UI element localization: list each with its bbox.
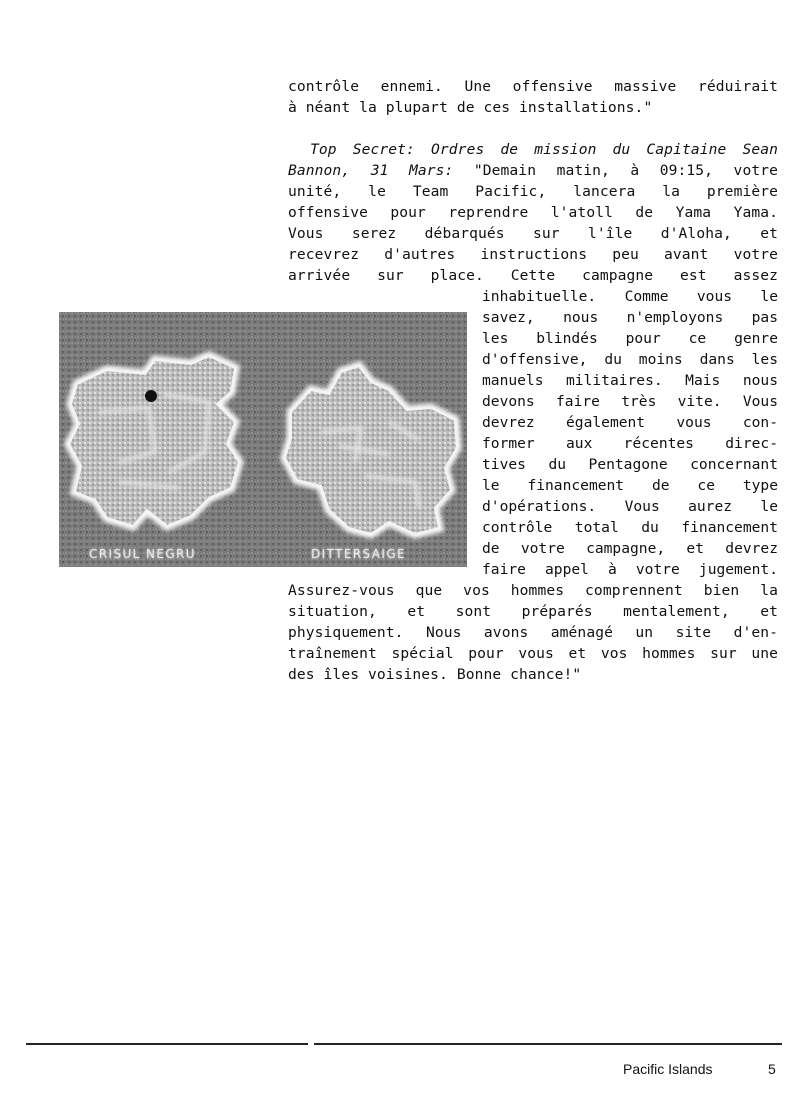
text-line: recevrez d'autres instructions peu avant votre	[288, 246, 778, 263]
page-number: 5	[768, 1061, 776, 1077]
text-line: unité, le Team Pacific, lancera la première	[288, 183, 778, 200]
wrapped-text-column	[482, 286, 778, 580]
mission-heading-date: Bannon, 31 Mars:	[288, 162, 454, 179]
text-line: des îles voisines. Bonne chance!"	[288, 666, 582, 683]
mission-heading: Top Secret: Ordres de mission du Capitaine Sean	[310, 141, 778, 158]
text-line: devons faire très vite. Vous	[482, 393, 778, 410]
text-line: à néant la plupart de ces installations."	[288, 99, 653, 116]
footer-divider	[314, 1043, 782, 1045]
text-line: contrôle ennemi. Une offensive massive réduirait	[288, 78, 778, 95]
mission-orders-paragraph	[288, 139, 778, 286]
unit-marker-icon	[145, 390, 157, 402]
text-line: les blindés pour ce genre	[482, 330, 778, 347]
text-line: situation, et sont préparés mentalement, et	[288, 603, 778, 620]
text-line: offensive pour reprendre l'atoll de Yama Yama.	[288, 204, 778, 221]
text-line: d'opérations. Vous aurez le	[482, 498, 778, 515]
intro-paragraph-end	[288, 76, 778, 118]
footer-divider	[26, 1043, 308, 1045]
mission-quote-start: "Demain matin, à 09:15, votre	[453, 162, 778, 179]
right-island-caption: DITTERSAIGE	[311, 547, 407, 561]
text-line: de votre campagne, et devrez	[482, 540, 778, 557]
island-map-screenshot	[59, 312, 467, 567]
text-line: devrez également vous con-	[482, 414, 778, 431]
text-line: traînement spécial pour vous et vos hommes sur une	[288, 645, 778, 662]
text-line: inhabituelle. Comme vous le	[482, 288, 778, 305]
island-map-icon	[59, 312, 467, 567]
closing-paragraph	[288, 580, 778, 685]
mission-heading-line	[288, 139, 778, 160]
text-line: d'offensive, du moins dans les	[482, 351, 778, 368]
text-line: Assurez-vous que vos hommes comprennent bien la	[288, 582, 778, 599]
footer-title: Pacific Islands	[623, 1061, 713, 1077]
text-line: former aux récentes direc-	[482, 435, 778, 452]
text-line: faire appel à votre jugement.	[482, 561, 778, 578]
left-island	[69, 356, 239, 526]
text-line	[288, 160, 778, 181]
text-line: contrôle total du financement	[482, 519, 778, 536]
text-line: le financement de ce type	[482, 477, 778, 494]
text-line: tives du Pentagone concernant	[482, 456, 778, 473]
left-island-caption: CRISUL NEGRU	[89, 547, 196, 561]
text-line: Vous serez débarqués sur l'île d'Aloha, et	[288, 225, 778, 242]
text-line: arrivée sur place. Cette campagne est assez	[288, 267, 778, 284]
text-line: savez, nous n'employons pas	[482, 309, 778, 326]
text-line: physiquement. Nous avons aménagé un site d'en-	[288, 624, 778, 641]
text-line: manuels militaires. Mais nous	[482, 372, 778, 389]
